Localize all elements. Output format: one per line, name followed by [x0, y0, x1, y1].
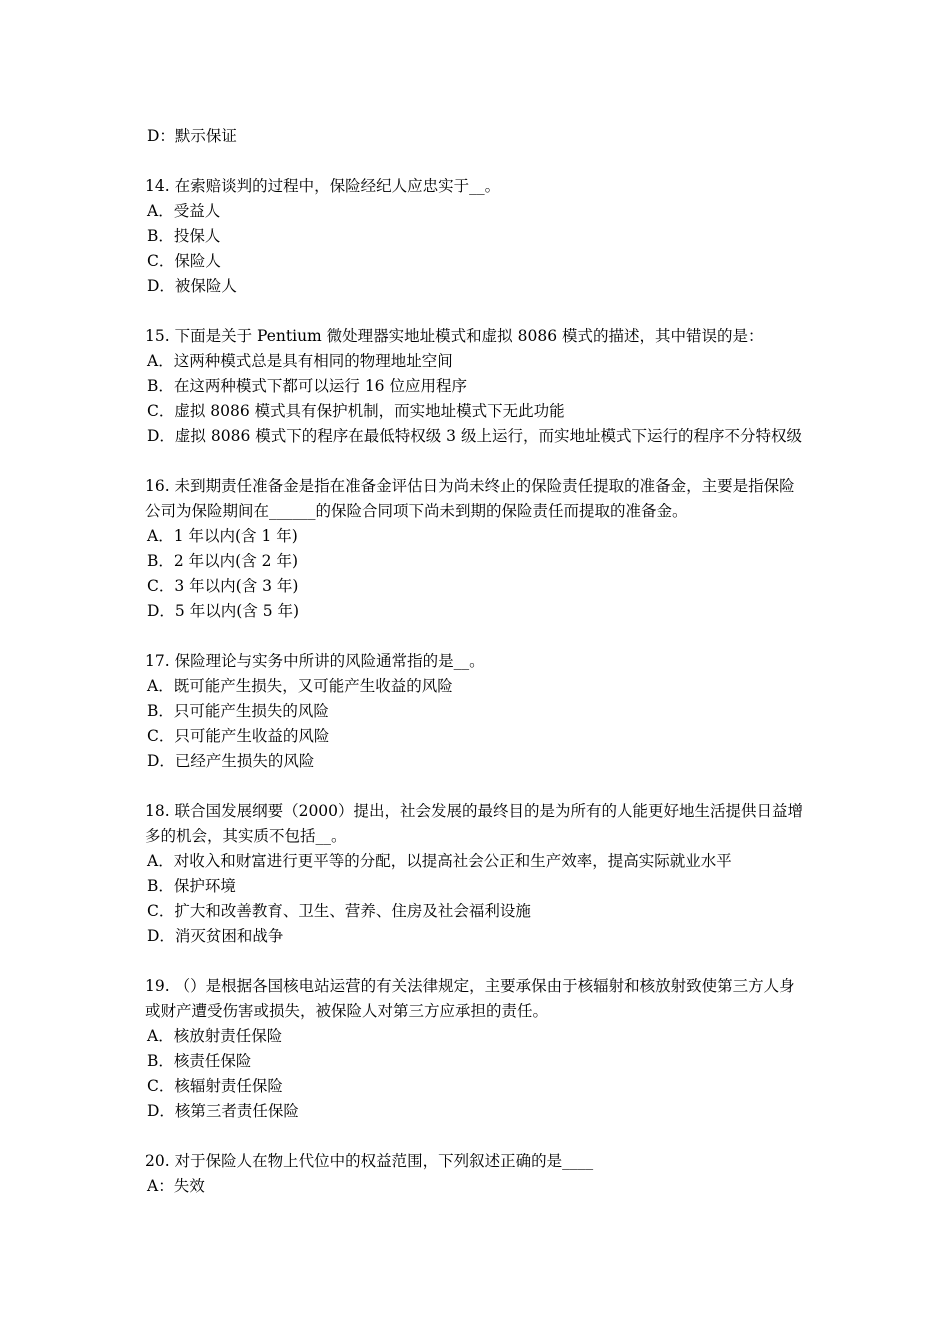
- option-d: D．虚拟 8086 模式下的程序在最低特权级 3 级上运行，而实地址模式下运行的程序不分特权级: [147, 427, 802, 445]
- document-page: [145, 124, 810, 1199]
- option-a: A．既可能产生损失，又可能产生收益的风险: [147, 677, 453, 695]
- option-c: C．保险人: [147, 252, 221, 270]
- question-stem: 18. 联合国发展纲要（2000）提出，社会发展的最终目的是为所有的人能更好地生活提供日益增多的机会，其实质不包括__。: [145, 802, 804, 845]
- option-d: D．已经产生损失的风险: [147, 752, 315, 770]
- option-b: B．保护环境: [147, 877, 236, 895]
- question-stem: 14. 在索赔谈判的过程中，保险经纪人应忠实于__。: [145, 177, 501, 195]
- option-a: A．受益人: [147, 202, 221, 220]
- option-c: C．3 年以内(含 3 年): [147, 577, 299, 595]
- option-a: A．对收入和财富进行更平等的分配，以提高社会公正和生产效率，提高实际就业水平: [147, 852, 732, 870]
- question-stem: 16. 未到期责任准备金是指在准备金评估日为尚未终止的保险责任提取的准备金，主要是指保险公司为保险期间在______的保险合同项下尚未到期的保险责任而提取的准备金。: [145, 477, 795, 520]
- option-d: D．消灭贫困和战争: [147, 927, 284, 945]
- option-b: B．在这两种模式下都可以运行 16 位应用程序: [147, 377, 467, 395]
- question-14: [145, 174, 810, 299]
- question-stem: 15. 下面是关于 Pentium 微处理器实地址模式和虚拟 8086 模式的描述，其中错误的是：: [145, 327, 764, 345]
- question-20: [145, 1149, 810, 1199]
- option-a: A：失效: [147, 1177, 205, 1195]
- question-19: [145, 974, 810, 1124]
- leading-option: D：默示保证: [147, 127, 237, 145]
- option-a: A．1 年以内(含 1 年): [147, 527, 298, 545]
- option-c: C．扩大和改善教育、卫生、营养、住房及社会福利设施: [147, 902, 531, 920]
- question-17: [145, 649, 810, 774]
- question-stem: 20. 对于保险人在物上代位中的权益范围，下列叙述正确的是____: [145, 1152, 594, 1170]
- option-c: C．只可能产生收益的风险: [147, 727, 330, 745]
- option-d: D．被保险人: [147, 277, 237, 295]
- option-a: A．这两种模式总是具有相同的物理地址空间: [147, 352, 453, 370]
- option-d: D．核第三者责任保险: [147, 1102, 299, 1120]
- question-18: [145, 799, 810, 949]
- option-d: D．5 年以内(含 5 年): [147, 602, 300, 620]
- question-16: [145, 474, 810, 624]
- option-c: C．虚拟 8086 模式具有保护机制，而实地址模式下无此功能: [147, 402, 565, 420]
- option-c: C．核辐射责任保险: [147, 1077, 283, 1095]
- option-a: A．核放射责任保险: [147, 1027, 283, 1045]
- question-15: [145, 324, 810, 449]
- option-b: B．投保人: [147, 227, 221, 245]
- option-b: B．核责任保险: [147, 1052, 252, 1070]
- question-stem: 17. 保险理论与实务中所讲的风险通常指的是__。: [145, 652, 485, 670]
- option-b: B．2 年以内(含 2 年): [147, 552, 298, 570]
- option-b: B．只可能产生损失的风险: [147, 702, 329, 720]
- question-stem: 19. （）是根据各国核电站运营的有关法律规定，主要承保由于核辐射和核放射致使第三方人身或财产遭受伤害或损失，被保险人对第三方应承担的责任。: [145, 977, 795, 1020]
